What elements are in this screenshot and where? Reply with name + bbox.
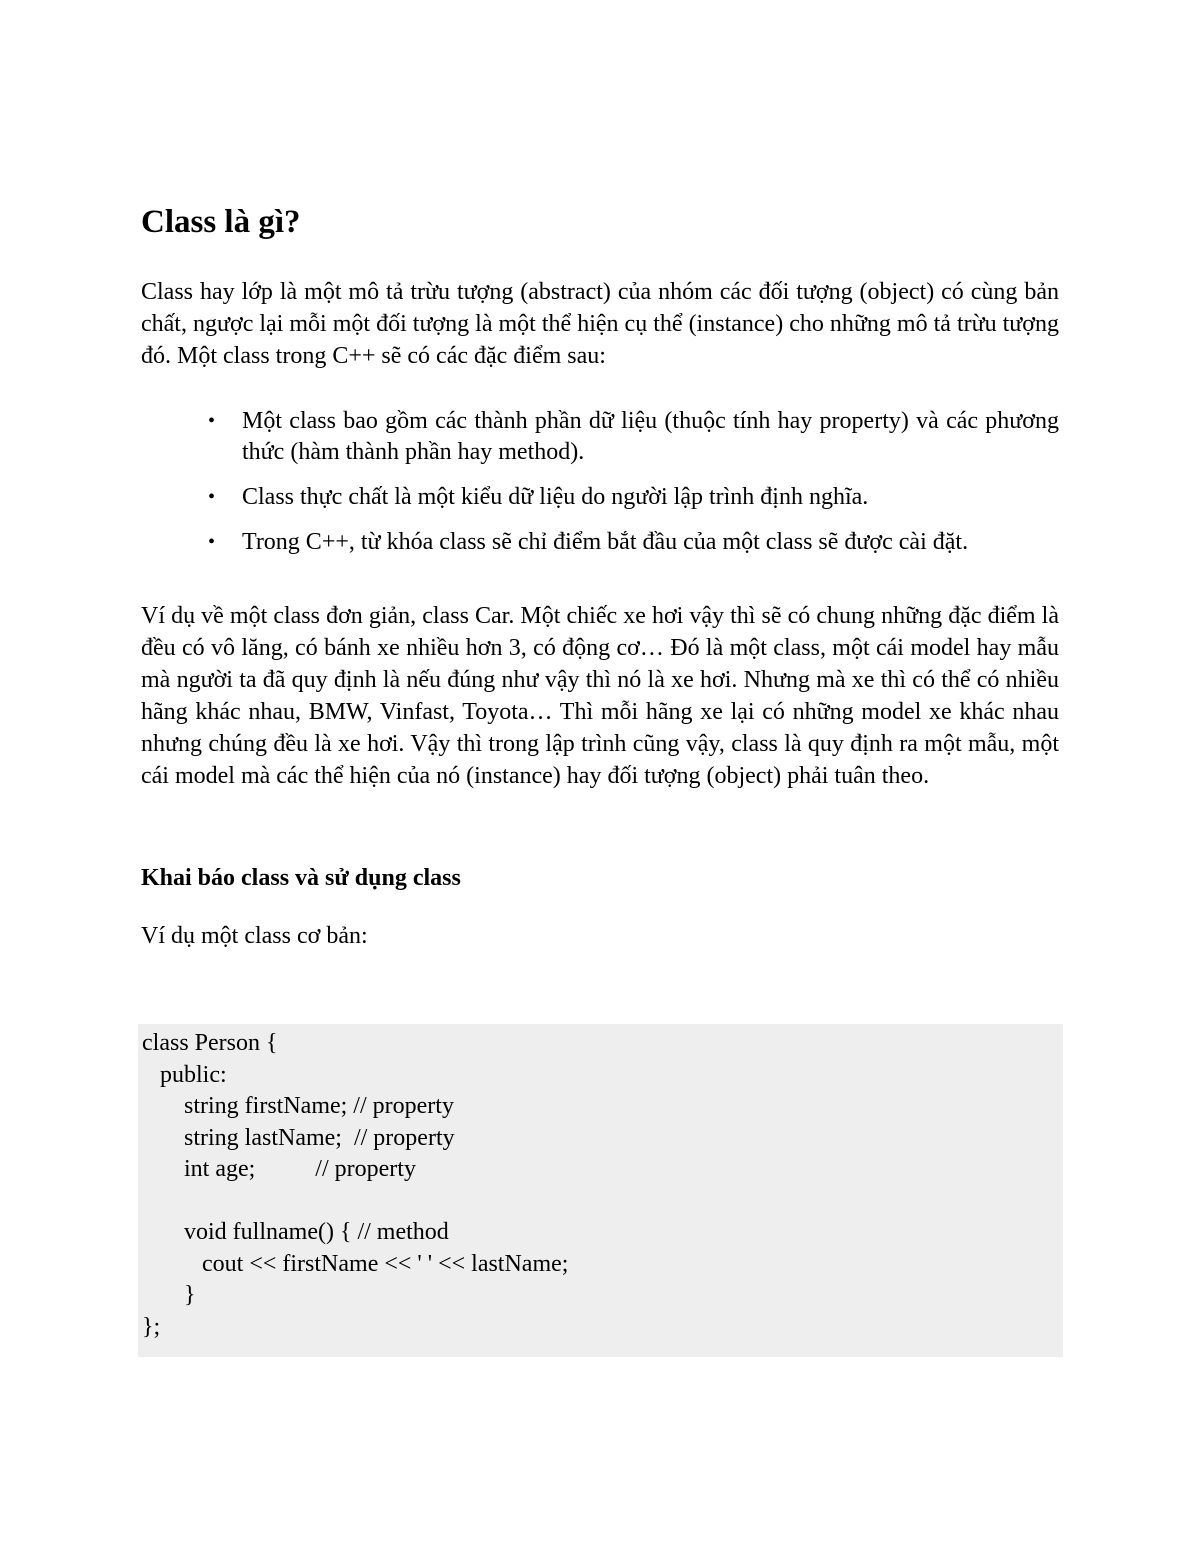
section-intro: Ví dụ một class cơ bản: xyxy=(141,923,368,949)
list-item xyxy=(208,482,1059,513)
example-paragraph: Ví dụ về một class đơn giản, class Car. Một chiếc xe hơi vậy thì sẽ có chung những đặc điểm là đều có vô lăng, có bánh xe nhiều hơn 3, có động cơ… Đó là một class, một cái model hay mẫu mà người ta đã quy định là nếu đúng như vậy thì nó là xe hơi. Nhưng mà xe thì có thể có nhiều hãng khác nhau, BMW, Vinfast, Toyota… Thì mỗi hãng xe lại có những model xe khác nhau nhưng chúng đều là xe hơi. Vậy thì trong lập trình cũng vậy, class là quy định ra một mẫu, một cái model mà các thể hiện của nó (instance) hay đối tượng (object) phải tuân theo. xyxy=(141,603,1059,789)
list-item xyxy=(208,406,1059,468)
intro-paragraph: Class hay lớp là một mô tả trừu tượng (abstract) của nhóm các đối tượng (object) có cùng bản chất, ngược lại mỗi một đối tượng là một thể hiện cụ thể (instance) cho những mô tả trừu tượng đó. Một class trong C++ sẽ có các đặc điểm sau: xyxy=(141,279,1059,369)
feature-list xyxy=(141,406,1059,558)
list-item-text: Trong C++, từ khóa class sẽ chỉ điểm bắt đầu của một class sẽ được cài đặt. xyxy=(242,529,969,555)
page-title: Class là gì? xyxy=(141,204,301,240)
list-item xyxy=(208,527,1059,558)
code-block xyxy=(138,1024,1063,1357)
bullet-icon: • xyxy=(208,410,216,432)
bullet-icon: • xyxy=(208,486,216,508)
list-item-text: Một class bao gồm các thành phần dữ liệu (thuộc tính hay property) và các phương thức (hàm thành phần hay method). xyxy=(242,408,1059,465)
section-heading: Khai báo class và sử dụng class xyxy=(141,865,461,891)
bullet-icon: • xyxy=(208,531,216,553)
code-text: class Person { public: string firstName; // property string lastName; // property int age; // property void fullname() { // method cout << firstName << ' ' << lastName; } }; xyxy=(142,1030,569,1340)
list-item-text: Class thực chất là một kiểu dữ liệu do người lập trình định nghĩa. xyxy=(242,484,869,510)
document-page xyxy=(141,196,1059,952)
